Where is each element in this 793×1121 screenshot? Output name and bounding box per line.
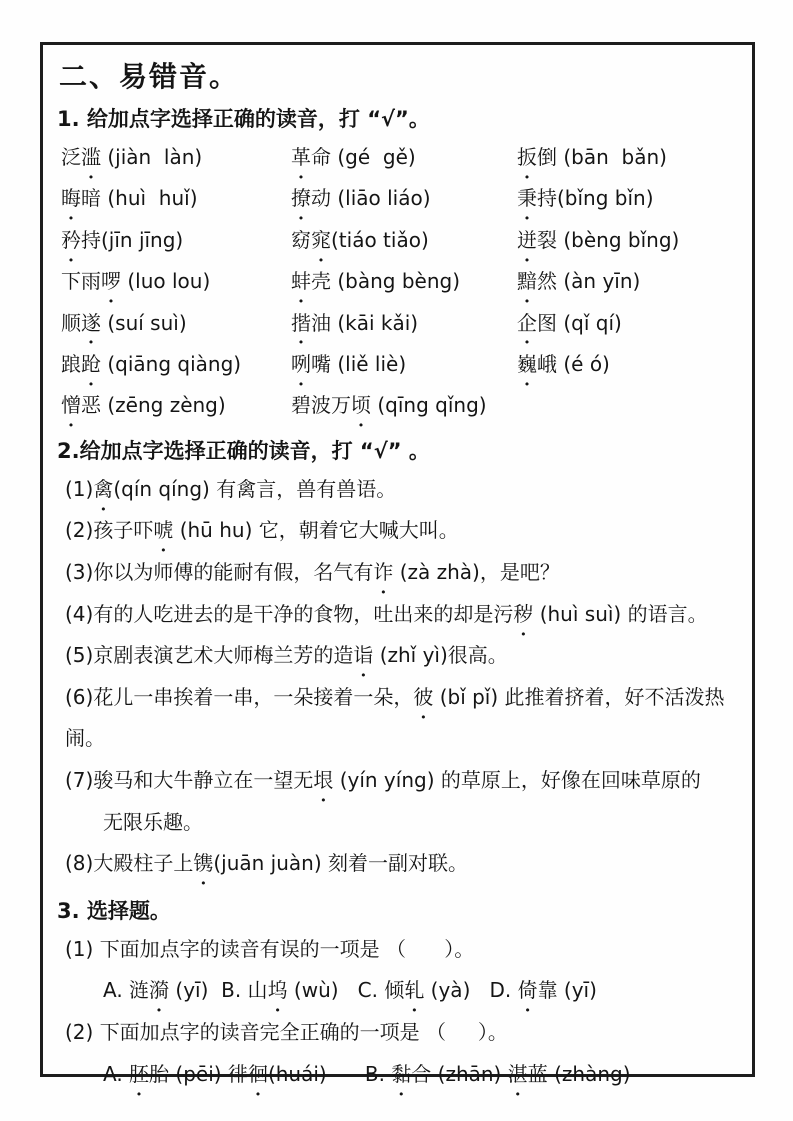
q1-word-cell: 窈窕(tiáo tiǎo) — [291, 227, 429, 252]
q2-sentence-3: (3)你以为师傅的能耐有假，名气有诈 (zà zhà)，是吧？ — [65, 560, 560, 585]
q2-sentence-4: (4)有的人吃进去的是干净的食物，吐出来的却是污秽 (huì suì) 的语言。 — [65, 601, 708, 626]
q1-word-cell: 下雨啰 (luo lou) — [61, 269, 211, 294]
q1-word-cell: 憎恶 (zēng zèng) — [61, 393, 226, 418]
q1-word-cell — [517, 385, 738, 426]
section-title: 二、易错音。 — [59, 60, 240, 93]
q1-word-cell: 蚌壳 (bàng bèng) — [291, 269, 461, 294]
q1-header: 1. 给加点字选择正确的读音，打 “√”。 — [57, 107, 430, 131]
q2-sentences — [57, 469, 738, 885]
q2-sentence-7: (7)骏马和大牛静立在一望无垠 (yín yíng) 的草原上，好像在回味草原的 — [65, 768, 701, 792]
q3-item2-options: A. 胚胎 (pēi) 徘徊(huái) B. 黏合 (zhān) 湛蓝 (zhàng) — [103, 1061, 631, 1086]
q1-word-cell: 扳倒 (bān bǎn) — [517, 145, 667, 169]
q3-item1-options: A. 涟漪 (yī) B. 山坞 (wù) C. 倾轧 (yà) D. 倚靠 (yī) — [103, 978, 597, 1003]
q2-sentence-8: (8)大殿柱子上镌(juān juàn) 刻着一副对联。 — [65, 851, 468, 876]
q2-sentence-1: (1)禽(qín qíng) 有禽言，兽有兽语。 — [65, 476, 397, 501]
q2-header: 2.给加点字选择正确的读音，打 “√” 。 — [57, 438, 430, 463]
q1-word-cell: 咧嘴 (liě liè) — [291, 352, 407, 377]
q1-word-cell: 迸裂 (bèng bǐng) — [517, 227, 680, 252]
q3-header: 3. 选择题。 — [57, 898, 171, 923]
q1-word-cell: 巍峨 (é ó) — [517, 352, 610, 377]
q1-word-cell: 晦暗 (huì huǐ) — [61, 186, 198, 211]
q3-item2-stem: (2) 下面加点字的读音完全正确的一项是 （ ）。 — [65, 1019, 508, 1044]
q1-word-cell: 顺遂 (suí suì) — [61, 310, 187, 335]
q2-sentence-7-continued: 无限乐趣。 — [103, 809, 203, 834]
q1-word-cell: 秉持(bǐng bǐn) — [517, 186, 654, 211]
q1-word-cell: 揩油 (kāi kǎi) — [291, 310, 419, 335]
q1-word-cell: 黯然 (àn yīn) — [517, 269, 641, 294]
q2-sentence-5: (5)京剧表演艺术大师梅兰芳的造诣 (zhǐ yì)很高。 — [65, 643, 508, 668]
q1-word-cell: 矜持(jīn jīng) — [61, 227, 184, 252]
q1-word-cell: 踉跄 (qiāng qiàng) — [61, 352, 242, 377]
q1-word-cell: 企图 (qǐ qí) — [517, 310, 622, 335]
q1-word-cell: 革命 (gé gě) — [291, 145, 416, 169]
q3-item1-stem: (1) 下面加点字的读音有误的一项是 （ ）。 — [65, 936, 475, 961]
q2-sentence-6: (6)花儿一串挨着一串，一朵接着一朵，彼 (bǐ pǐ) 此推着挤着，好不活泼热闹。 — [65, 684, 725, 751]
q1-word-cell: 泛滥 (jiàn làn) — [61, 145, 203, 169]
q1-word-cell: 碧波万顷 (qīng qǐng) — [291, 393, 487, 418]
q1-word-cell: 撩动 (liāo liáo) — [291, 186, 431, 211]
q2-sentence-2: (2)孩子吓唬 (hū hu) 它，朝着它大喊大叫。 — [65, 518, 459, 543]
q1-word-grid — [61, 137, 738, 427]
worksheet-frame — [40, 42, 755, 1086]
